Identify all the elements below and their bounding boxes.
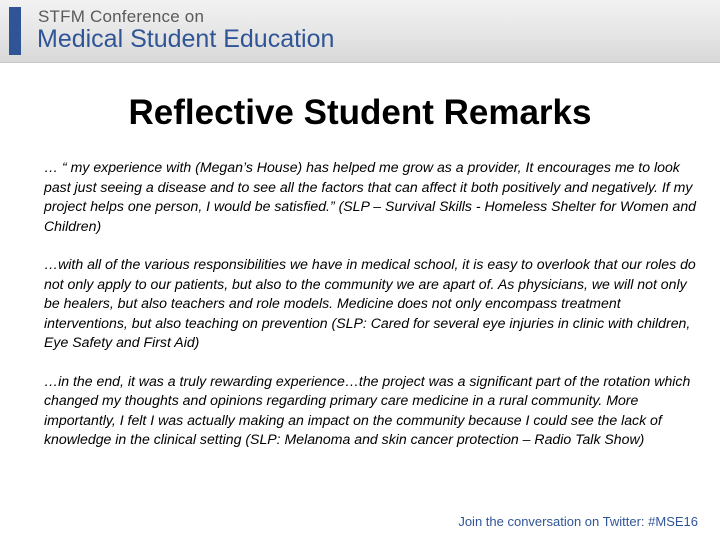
twitter-footer: Join the conversation on Twitter: #MSE16	[458, 514, 698, 529]
conference-name-line1: STFM Conference on	[38, 7, 205, 26]
remark-paragraph: …in the end, it was a truly rewarding experience…the project was a significant part of the rotation which changed my thoughts and opinions regarding primary care medicine in a rural community. More importantly, I felt I was actually making an impact on the community because I could see the lack of knowledge in the clinical setting (SLP: Melanoma and skin cancer protection – Radio Talk Show)	[44, 372, 691, 447]
remark-paragraph: …with all of the various responsibilities we have in medical school, it is easy to overlook that our roles do not only apply to our patients, but also to the community we are apart of. As physicians, we will not only be healers, but also teachers and role models. Medicine does not only encompass treatment interventions, but also teaching on prevention (SLP: Cared for several eye injuries in clinic with children, Eye Safety and First Aid)	[44, 256, 696, 350]
header-accent-bar	[9, 7, 21, 55]
remark-paragraph: … “ my experience with (Megan’s House) has helped me grow as a provider, It encourages me to look past just seeing a disease and to see all the factors that can affect it both positively and negatively. If my project helps one person, I would be satisfied.” (SLP – Survival Skills - Homeless Shelter for Women and Children)	[44, 159, 697, 234]
conference-name-line2: Medical Student Education	[37, 25, 335, 53]
conference-header	[0, 0, 720, 63]
remarks-body	[44, 158, 706, 469]
slide-title: Reflective Student Remarks	[128, 93, 592, 132]
